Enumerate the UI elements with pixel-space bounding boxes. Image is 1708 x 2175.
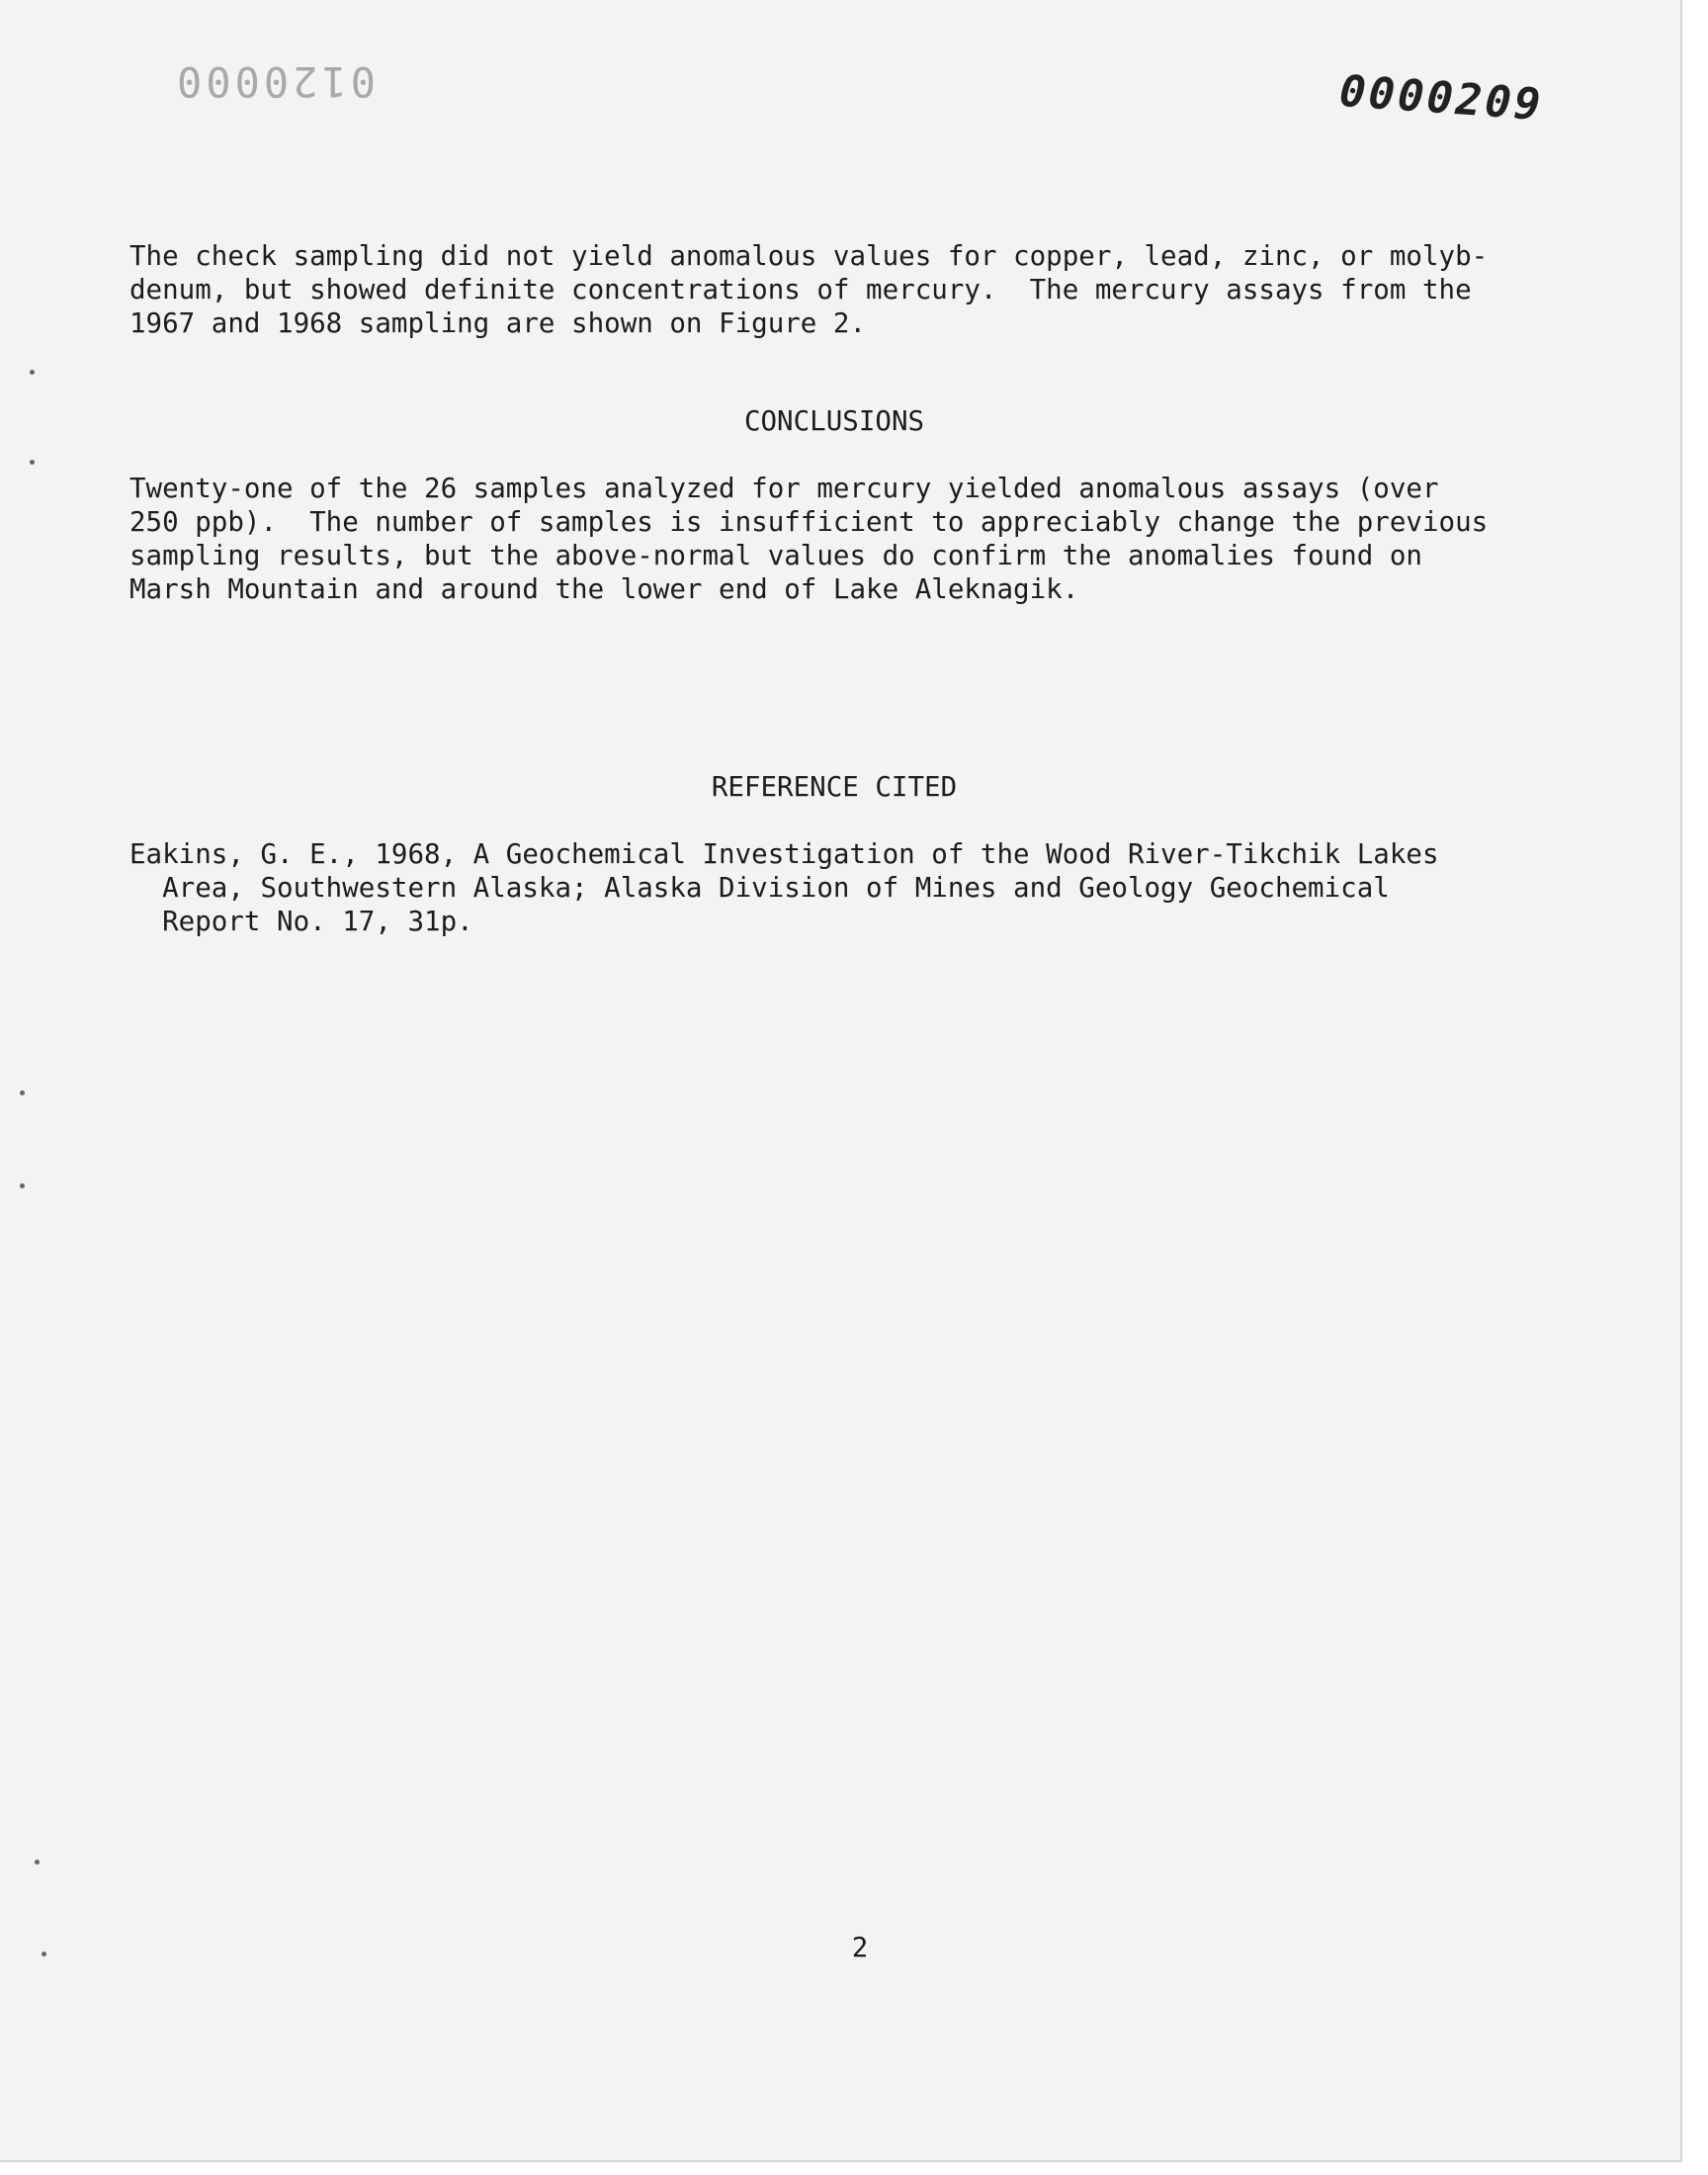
margin-punch-mark [20,1183,25,1188]
conclusions-line-1: Twenty-one of the 26 samples analyzed for mercury yielded anomalous assays (over [129,473,1439,504]
conclusions-line-2: 250 ppb). The number of samples is insufficient to appreciably change the previous [129,506,1489,538]
margin-punch-mark [30,460,35,465]
conclusions-line-3: sampling results, but the above-normal values do confirm the anomalies found on [129,540,1422,571]
margin-punch-mark [42,1952,46,1957]
reference-line-2: Area, Southwestern Alaska; Alaska Division of Mines and Geology Geochemical [129,872,1390,904]
margin-punch-mark [30,370,35,375]
intro-line-1: The check sampling did not yield anomalous values for copper, lead, zinc, or molyb- [129,240,1489,272]
intro-line-2: denum, but showed definite concentrations of mercury. The mercury assays from the [129,274,1472,305]
reference-line-3: Report No. 17, 31p. [129,906,473,937]
conclusions-line-4: Marsh Mountain and around the lower end of Lake Aleknagik. [129,573,1079,605]
intro-line-3: 1967 and 1968 sampling are shown on Figure 2. [129,307,867,339]
margin-punch-mark [20,1090,25,1095]
page-number: 2 [851,1932,869,1963]
conclusions-heading: CONCLUSIONS [743,405,925,437]
reference-heading: REFERENCE CITED [711,771,958,803]
faded-stamp-number: 0120000 [173,57,377,106]
margin-punch-mark [35,1860,40,1865]
reference-line-1: Eakins, G. E., 1968, A Geochemical Investigation of the Wood River-Tikchik Lakes [129,838,1439,870]
page-id-stamp: 0000209 [1337,65,1545,131]
